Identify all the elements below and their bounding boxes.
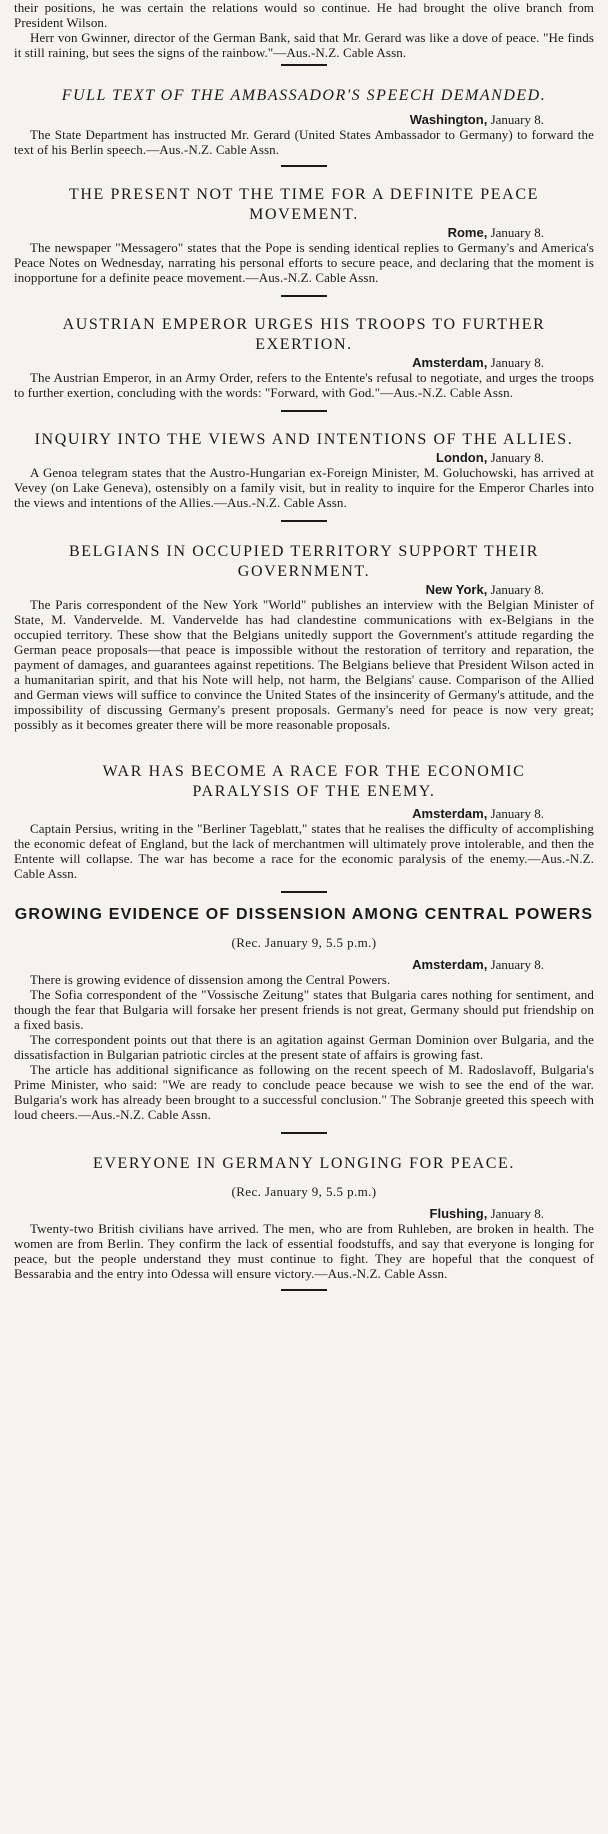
dateline — [14, 225, 594, 240]
section-rule — [281, 295, 327, 297]
section-rule — [281, 165, 327, 167]
article-paragraph: The correspondent points out that there is an agitation against German Dominion over Bulgaria, and the dissatisfaction in Bulgarian patriotic circles at the present state of affairs is growing fast. — [14, 1032, 594, 1062]
article-paragraph: The Sofia correspondent of the "Vossische Zeitung" states that Bulgaria cares nothing for sentiment, and though the fear that Bulgaria will forsake her present friends is not great, Germany should put friendship on a fixed basis. — [14, 987, 594, 1032]
dateline-place: Amsterdam, — [412, 355, 488, 370]
dateline-date: January 8. — [490, 582, 544, 597]
headline: INQUIRY INTO THE VIEWS AND INTENTIONS OF THE ALLIES. — [34, 431, 574, 448]
dateline — [14, 112, 594, 127]
dateline — [14, 806, 594, 821]
headline: THE PRESENT NOT THE TIME FOR A DEFINITE PEACE MOVEMENT. — [69, 186, 539, 223]
received-note: (Rec. January 9, 5.5 p.m.) — [231, 935, 377, 950]
headline: GROWING EVIDENCE OF DISSENSION AMONG CENTRAL POWERS — [14, 906, 594, 923]
dateline-place: Amsterdam, — [412, 957, 488, 972]
dateline-place: New York, — [425, 582, 488, 597]
received-note: (Rec. January 9, 5.5 p.m.) — [231, 1184, 377, 1199]
article-paragraph: The newspaper "Messagero" states that the Pope is sending identical replies to Germany's and America's Peace Notes on Wednesday, narrating his personal efforts to secure peace, and declaring that the moment is inopportune for a definite peace movement.—Aus.-N.Z. Cable Assn. — [14, 240, 594, 285]
dateline — [14, 957, 594, 972]
article-ambassador-speech — [14, 86, 594, 157]
section-rule — [281, 891, 327, 893]
headline: FULL TEXT OF THE AMBASSADOR'S SPEECH DEMANDED. — [61, 87, 547, 104]
article-belgians — [14, 542, 594, 732]
article-paragraph: The Paris correspondent of the New York "World" publishes an interview with the Belgian Minister of State, M. Vandervelde. M. Vandervelde has had clandestine communications with ex-Belgians in the occupied territory. These show that the Belgians unitedly support the Government's attitude regarding the German peace proposals—that peace is impossible without the restoration of territory and reparation, the payment of damages, and guarantees against repetitions. The Belgians believe that President Wilson acted in a humanitarian spirit, and that his Note will help, not harm, the Belgians' cause. Comparison of the Allied and German views will suffice to convince the United States of the insincerity of Germany's attitude, and the impossibility of discussing Germany's present proposals. Germany's need for peace is now very great; possibly as it becomes greater there will be more reasonable proposals. — [14, 597, 594, 732]
article-paragraph: The Austrian Emperor, in an Army Order, refers to the Entente's refusal to negotiate, and urges the troops to further exertion, concluding with the words: "Forward, with God."—Aus.-N.Z. Cable Assn. — [14, 370, 594, 400]
dateline — [14, 355, 594, 370]
article-paragraph: Twenty-two British civilians have arrived. The men, who are from Ruhleben, are broken in health. The women are from Berlin. They confirm the lack of essential foodstuffs, and say that everyone is longing for peace, but the people understand they must continue to fight. They are hopeful that the conquest of Bessarabia and the entry into Odessa will ensure victory.—Aus.-N.Z. Cable Assn. — [14, 1221, 594, 1281]
dateline-date: January 8. — [490, 225, 544, 240]
dateline — [14, 450, 594, 465]
article-peace-movement — [14, 185, 594, 285]
dateline-date: January 8. — [490, 355, 544, 370]
dateline-place: Rome, — [447, 225, 488, 240]
headline: BELGIANS IN OCCUPIED TERRITORY SUPPORT THEIR GOVERNMENT. — [69, 543, 539, 580]
dateline-date: January 8. — [490, 806, 544, 821]
dateline-place: Amsterdam, — [412, 806, 488, 821]
dateline — [14, 1206, 594, 1221]
dateline — [14, 582, 594, 597]
dateline-date: January 8. — [490, 1206, 544, 1221]
spacer — [14, 732, 594, 762]
article-inquiry-allies — [14, 430, 594, 510]
article-central-powers — [14, 905, 594, 1122]
article-paragraph: The State Department has instructed Mr. Gerard (United States Ambassador to Germany) to forward the text of his Berlin speech.—Aus.-N.Z. Cable Assn. — [14, 127, 594, 157]
continued-paragraph-1: their positions, he was certain the relations would so continue. He had brought the olive branch from President Wilson. — [14, 0, 594, 30]
article-paragraph: The article has additional significance as following on the recent speech of M. Radoslavoff, Bulgaria's Prime Minister, who said: "We are ready to conclude peace because we wish to see the end of the war. Bulgaria's work has already been brought to a successful conclusion." The Sobranje greeted this speech with loud cheers.—Aus.-N.Z. Cable Assn. — [14, 1062, 594, 1122]
continued-article — [14, 0, 594, 60]
dateline-place: Flushing, — [429, 1206, 488, 1221]
section-rule — [281, 520, 327, 522]
article-paragraph: Captain Persius, writing in the "Berliner Tageblatt," states that he realises the difficulty of accomplishing the economic defeat of England, but the lack of merchantmen will ultimately prove intolerable, and then the Entente will collapse. The war has become a race for the economic paralysis of the enemy.—Aus.-N.Z. Cable Assn. — [14, 821, 594, 881]
section-rule — [281, 1289, 327, 1291]
continued-paragraph-2: Herr von Gwinner, director of the German Bank, said that Mr. Gerard was like a dove of peace. "He finds it still raining, but sees the signs of the rainbow."—Aus.-N.Z. Cable Assn. — [14, 30, 594, 60]
dateline-date: January 8. — [490, 957, 544, 972]
section-rule — [281, 1132, 327, 1134]
article-austrian-emperor — [14, 315, 594, 400]
dateline-date: January 8. — [490, 450, 544, 465]
article-paragraph: There is growing evidence of dissension among the Central Powers. — [30, 972, 391, 987]
dateline-place: London, — [436, 450, 488, 465]
headline: EVERYONE IN GERMANY LONGING FOR PEACE. — [93, 1155, 515, 1172]
headline: AUSTRIAN EMPEROR URGES HIS TROOPS TO FURTHER EXERTION. — [62, 316, 546, 353]
headline: WAR HAS BECOME A RACE FOR THE ECONOMIC PARALYSIS OF THE ENEMY. — [102, 763, 526, 800]
dateline-date: January 8. — [490, 112, 544, 127]
article-economic-paralysis — [14, 762, 594, 881]
article-paragraph: A Genoa telegram states that the Austro-Hungarian ex-Foreign Minister, M. Goluchowski, has arrived at Vevey (on Lake Geneva), ostensibly on a family visit, but in reality to inquire for the Emperor Charles into the views and intentions of the Allies.—Aus.-N.Z. Cable Assn. — [14, 465, 594, 510]
article-germany-peace — [14, 1154, 594, 1281]
dateline-place: Washington, — [409, 112, 488, 127]
section-rule — [281, 410, 327, 412]
section-rule — [281, 64, 327, 66]
